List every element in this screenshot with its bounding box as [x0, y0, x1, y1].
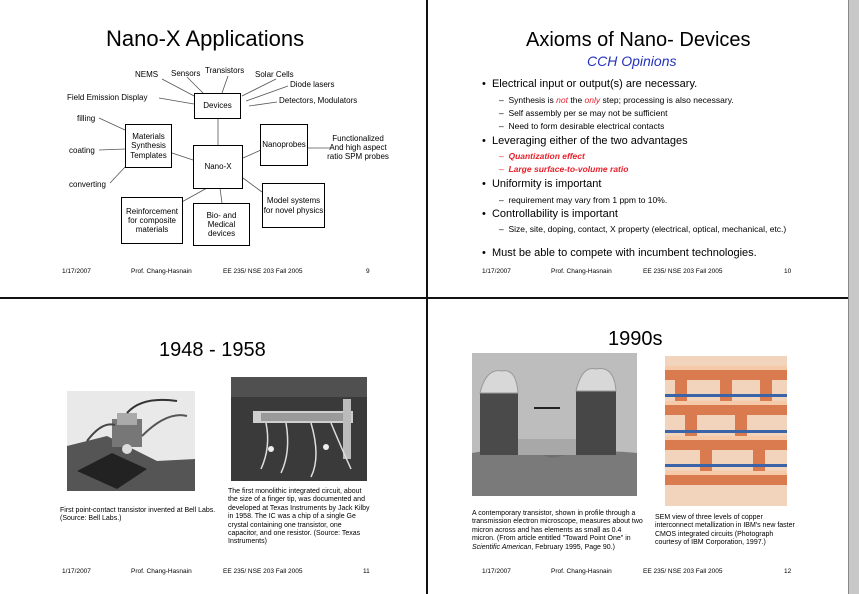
slide-subtitle: CCH Opinions	[587, 53, 677, 69]
footer-author: Prof. Chang-Hasnain	[131, 268, 192, 275]
footer-course: EE 235/ NSE 203 Fall 2005	[643, 568, 723, 575]
slide-title: Nano-X Applications	[106, 26, 305, 51]
footer-date: 1/17/2007	[482, 268, 511, 275]
slide-10	[428, 0, 848, 297]
footer-page: 11	[363, 568, 370, 575]
footer-date: 1/17/2007	[62, 268, 91, 275]
sub-bullet-1-3: – Need to form desirable electrical contacts	[499, 121, 665, 131]
sub-bullet-4-1: – Size, site, doping, contact, X property (electrical, optical, mechanical, etc.)	[499, 224, 787, 234]
caption-sem-copper: SEM view of three levels of copper interconnect metallization in IBM's new faster CMOS integrated circuits (Photograph courtesy of IBM Corporation, 1997.)	[655, 514, 795, 547]
photo-point-contact-transistor	[67, 391, 195, 491]
footer-date: 1/17/2007	[62, 568, 91, 575]
caption-point-contact: First point-contact transistor invented at Bell Labs. (Source: Bell Labs.)	[60, 507, 216, 523]
footer-author: Prof. Chang-Hasnain	[131, 568, 192, 575]
box-devices: Devices	[194, 93, 241, 119]
photo-tem-transistor	[472, 353, 637, 496]
slide-divider-horizontal	[0, 297, 848, 299]
box-materials: Materials Synthesis Templates	[125, 124, 172, 168]
slide-title: Axioms of Nano- Devices	[526, 29, 751, 51]
label-solar-cells: Solar Cells	[255, 70, 294, 79]
box-bio-medical: Bio- and Medical devices	[193, 203, 250, 246]
footer-author: Prof. Chang-Hasnain	[551, 268, 612, 275]
bullet-3: • Uniformity is important	[482, 178, 602, 190]
bullet-4: • Controllability is important	[482, 208, 618, 220]
sub-bullet-3-1: – requirement may vary from 1 ppm to 10%.	[499, 195, 668, 205]
slide-11	[0, 299, 426, 594]
photo-sem-copper-interconnect	[665, 356, 787, 506]
label-transistors: Transistors	[205, 66, 245, 75]
sub-bullet-1-1: – Synthesis is not the only step; processing is also necessary.	[499, 95, 734, 105]
slide-12	[428, 299, 848, 594]
box-nano-x: Nano-X	[193, 145, 243, 189]
box-reinforcement: Reinforcement for composite materials	[121, 197, 183, 244]
label-filling: filling	[77, 114, 96, 123]
window-scrollbar[interactable]	[848, 0, 859, 594]
footer-course: EE 235/ NSE 203 Fall 2005	[223, 268, 303, 275]
bullet-1: • Electrical input or output(s) are necessary.	[482, 78, 698, 90]
footer-author: Prof. Chang-Hasnain	[551, 568, 612, 575]
label-coating: coating	[69, 146, 95, 155]
label-nems: NEMS	[135, 70, 159, 79]
label-diode-lasers: Diode lasers	[290, 80, 335, 89]
caption-tem-transistor: A contemporary transistor, shown in profile through a transmission electron microscope, measures about two micron across and has elements as small as 0.4 micron. (From article entitled "Toward Point One" in Scientific American, February 1995, Page 90.)	[472, 510, 643, 551]
box-model-systems: Model systems for novel physics	[262, 183, 325, 228]
footer-page: 10	[784, 268, 792, 275]
sub-bullet-2-1: – Quantization effect	[499, 151, 585, 161]
label-field-emission: Field Emission Display	[67, 93, 148, 102]
footer-date: 1/17/2007	[482, 568, 511, 575]
slide-title: 1948 - 1958	[159, 339, 266, 361]
box-nanoprobes: Nanoprobes	[260, 124, 308, 166]
sub-bullet-1-2: – Self assembly per se may not be sufficient	[499, 108, 668, 118]
caption-first-ic: The first monolithic integrated circuit, about the size of a finger tip, was documented and developed at Texas Instruments by Jack Kilby in 1958. The IC was a chip of a single Ge crystal containing one transistor, one capacitor, and one resistor. (Source: Texas Instruments)	[228, 488, 370, 546]
footer-course: EE 235/ NSE 203 Fall 2005	[643, 268, 723, 275]
bullet-2: • Leveraging either of the two advantages	[482, 135, 688, 147]
footer-course: EE 235/ NSE 203 Fall 2005	[223, 568, 303, 575]
bullet-5: • Must be able to compete with incumbent technologies.	[482, 247, 757, 259]
label-detectors: Detectors, Modulators	[279, 96, 358, 105]
photo-first-integrated-circuit	[231, 377, 367, 481]
slide-title: 1990s	[608, 328, 663, 350]
label-sensors: Sensors	[171, 69, 201, 78]
footer-page: 12	[784, 568, 792, 575]
footer-page: 9	[366, 268, 370, 275]
label-functionalized: Functionalized And high aspect ratio SPM probes	[327, 134, 389, 161]
sub-bullet-2-2: – Large surface-to-volume ratio	[499, 164, 629, 174]
label-converting: converting	[69, 180, 106, 189]
slide-9	[0, 0, 426, 297]
